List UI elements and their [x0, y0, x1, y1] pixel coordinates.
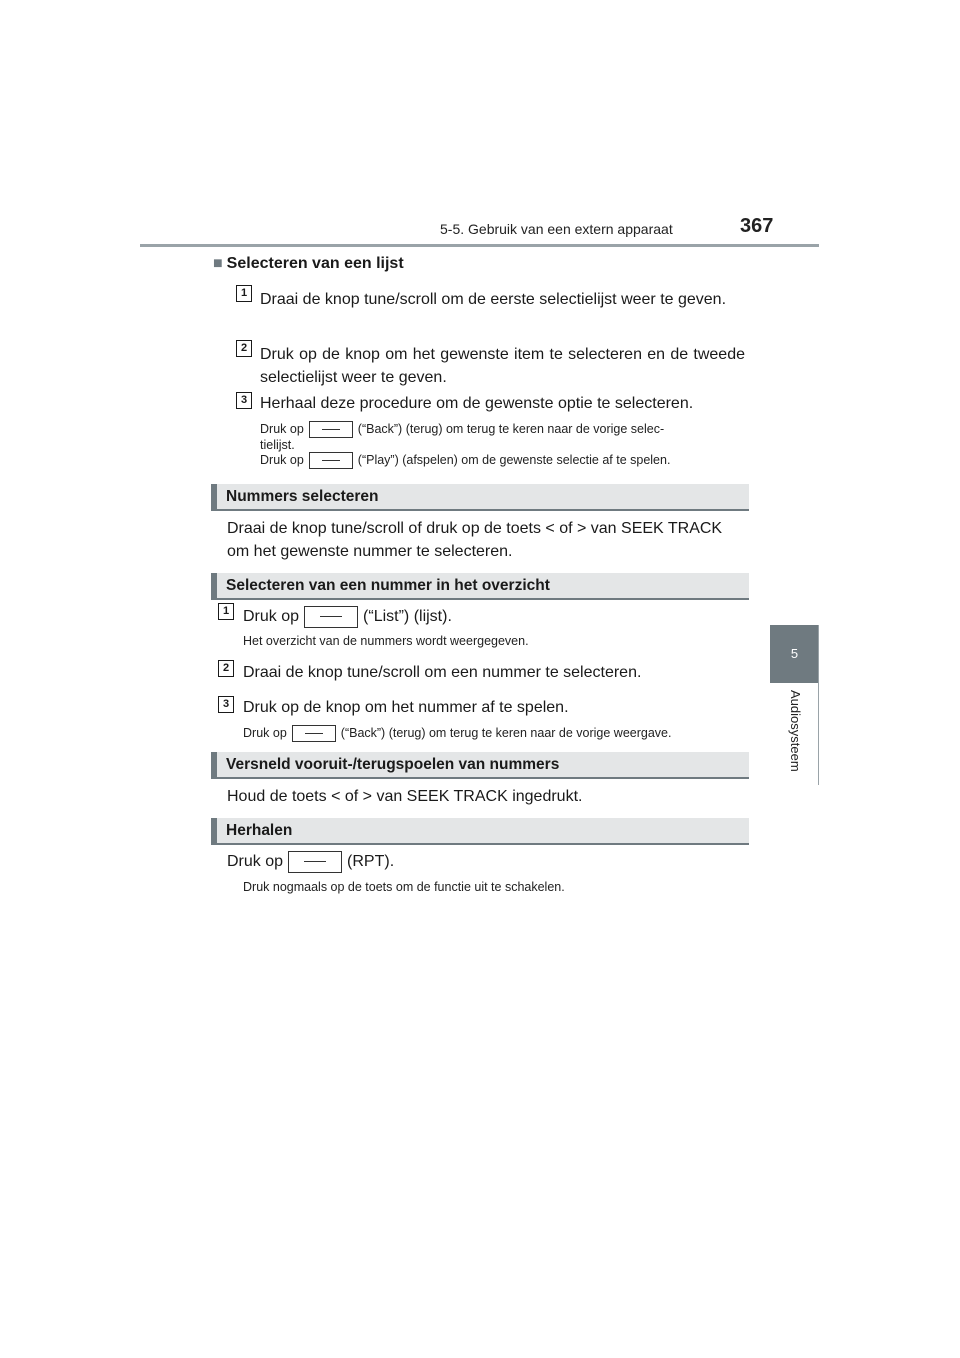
step-number: 2: [218, 660, 234, 677]
step-number: 3: [236, 392, 252, 409]
note-text: Druk op: [260, 452, 304, 467]
note-text: tielijst.: [260, 438, 295, 452]
step-text-part: (“List”) (lijst).: [363, 608, 452, 625]
paragraph: [227, 517, 747, 563]
step-text: Draai de knop tune/scroll om de eerste selectielijst weer te geven.: [260, 291, 727, 308]
section-title-text: Selecteren van een lijst: [226, 255, 404, 272]
section-bar-overzicht: [211, 573, 749, 600]
square-bullet-icon: ■: [213, 255, 223, 272]
play-button-icon: [309, 452, 353, 469]
step-number: 3: [218, 696, 234, 713]
rpt-button-icon: [288, 851, 342, 873]
paragraph: [227, 850, 394, 873]
header-divider: [140, 244, 819, 247]
step-text: [243, 605, 452, 628]
step-number: 2: [236, 340, 252, 357]
note: [260, 421, 745, 469]
section-bar-nummers: [211, 484, 749, 511]
section-bar-title: Herhalen: [226, 822, 293, 839]
note-text: Druk op: [243, 725, 287, 740]
paragraph-part: Druk op: [227, 853, 284, 870]
section-bar-title: Versneld vooruit-/terugspoelen van nummers: [226, 756, 560, 773]
step-number: 1: [236, 285, 252, 302]
running-header: 5-5. Gebruik van een extern apparaat: [440, 221, 673, 237]
section-bar-title: Selecteren van een nummer in het overzicht: [226, 577, 550, 594]
note: [243, 725, 753, 742]
step-text: Draai de knop tune/scroll om een nummer te selecteren.: [243, 664, 642, 681]
step-number: 1: [218, 603, 234, 620]
note-text: (“Back”) (terug) om terug te keren naar de vorige weergave.: [340, 725, 672, 740]
step-text: Druk op de knop om het gewenste item te selecteren en de tweede selectielijst weer te geven.: [260, 346, 745, 386]
back-button-icon: [292, 725, 336, 742]
chapter-tab: 5: [770, 625, 819, 683]
step-text: Herhaal deze procedure om de gewenste optie te selecteren.: [260, 395, 694, 412]
note: Druk nogmaals op de toets om de functie uit te schakelen.: [243, 880, 565, 894]
section-bar-title: Nummers selecteren: [226, 488, 379, 505]
section-title-list: [213, 255, 404, 273]
note-text: Druk op: [260, 421, 304, 436]
step-text-part: Druk op: [243, 608, 300, 625]
paragraph-line: om het gewenste nummer te selecteren.: [227, 543, 513, 560]
note: Het overzicht van de nummers wordt weergegeven.: [243, 634, 529, 648]
paragraph-line: Draai de knop tune/scroll of druk op de toets < of > van SEEK TRACK: [227, 520, 723, 537]
chapter-label: Audiosysteem: [788, 690, 803, 772]
side-divider: [818, 625, 819, 785]
paragraph-part: (RPT).: [347, 853, 395, 870]
page-number: 367: [740, 215, 774, 237]
note-text: (“Back”) (terug) om terug te keren naar de vorige selec-: [357, 421, 665, 436]
note-text: (“Play”) (afspelen) om de gewenste selectie af te spelen.: [357, 452, 671, 467]
back-button-icon: [309, 421, 353, 438]
paragraph: Houd de toets < of > van SEEK TRACK ingedrukt.: [227, 788, 583, 805]
list-button-icon: [304, 606, 358, 628]
step-text: Druk op de knop om het nummer af te spelen.: [243, 699, 569, 716]
section-bar-herhalen: [211, 818, 749, 845]
section-bar-versneld: [211, 752, 749, 779]
